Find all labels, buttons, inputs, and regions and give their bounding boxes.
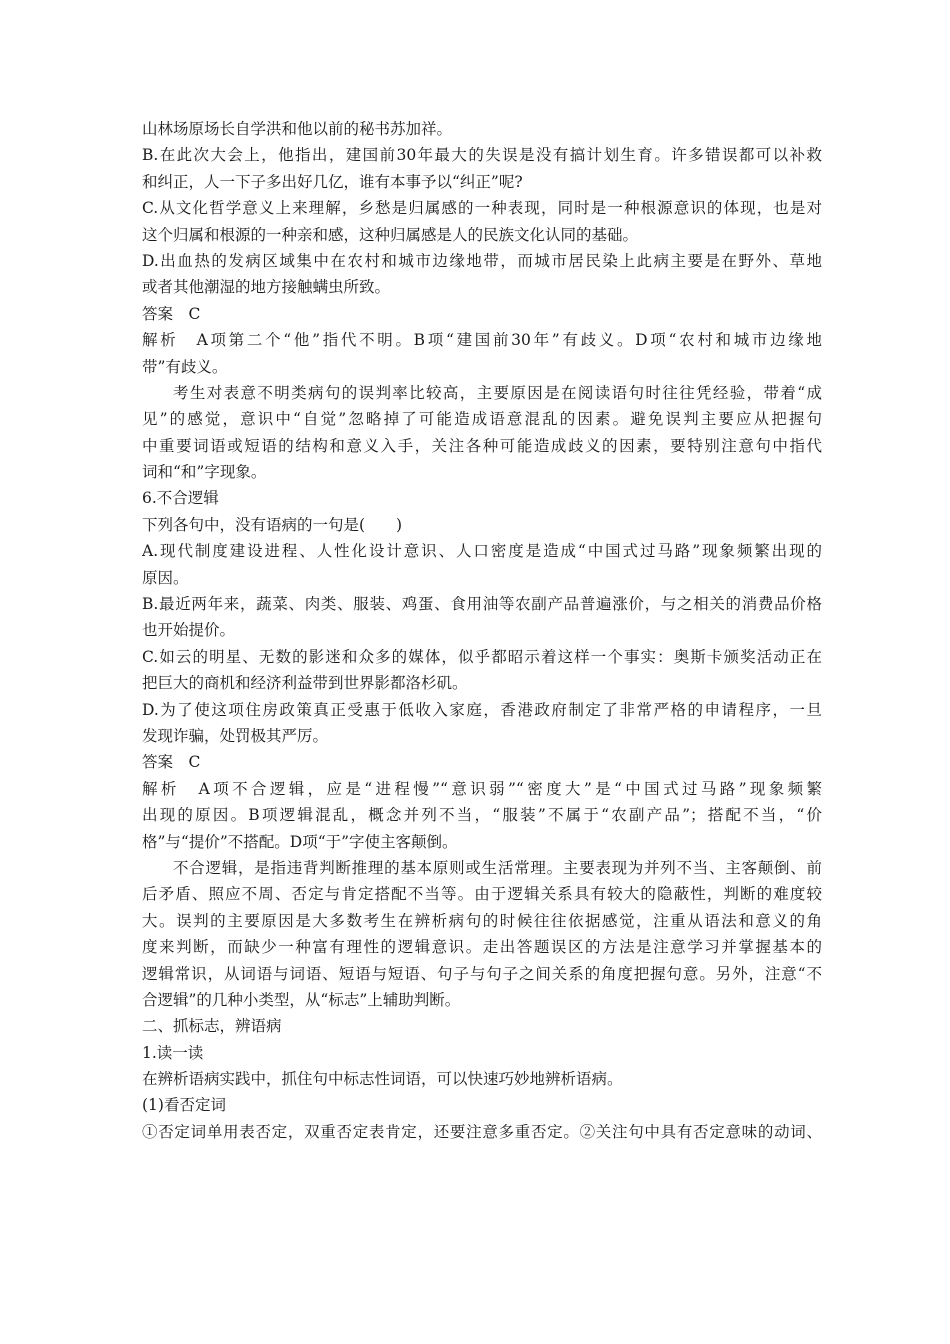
text-line: B.最近两年来，蔬菜、肉类、服装、鸡蛋、食用油等农副产品普遍涨价，与之相关的消费品价格 xyxy=(142,595,822,614)
text-line: 解析 A项不合逻辑，应是“进程慢”“意识弱”“密度大”是“中国式过马路”现象频繁 xyxy=(142,779,822,798)
text-line: 不合逻辑，是指违背判断推理的基本原则或生活常理。主要表现为并列不当、主客颠倒、前 xyxy=(173,858,822,877)
text-line: 山林场原场长自学洪和他以前的秘书苏加祥。 xyxy=(142,120,453,138)
text-line: 见”的感觉，意识中“自觉”忽略掉了可能造成语意混乱的因素。避免误判主要应从把握句 xyxy=(142,410,822,429)
text-line: 大。误判的主要原因是大多数考生在辨析病句的时候往往依据感觉，注重从语法和意义的角 xyxy=(142,911,822,930)
text-line: 出现的原因。B项逻辑混乱，概念并列不当，“服装”不属于“农副产品”；搭配不当，“价 xyxy=(142,806,822,825)
text-line: 解析 A项第二个“他”指代不明。B项“建国前30年”有歧义。D项“农村和城市边缘地 xyxy=(142,331,822,350)
text-line: D.为了使这项住房政策真正受惠于低收入家庭，香港政府制定了非常严格的申请程序，一旦 xyxy=(142,700,822,719)
text-line: 合逻辑”的几种小类型，从“标志”上辅助判断。 xyxy=(142,990,461,1009)
text-line: A.现代制度建设进程、人性化设计意识、人口密度是造成“中国式过马路”现象频繁出现的 xyxy=(142,542,822,561)
text-line: D.出血热的发病区域集中在农村和城市边缘地带，而城市居民染上此病主要是在野外、草地 xyxy=(142,251,822,270)
text-line: 中重要词语或短语的结构和意义入手，关注各种可能造成歧义的因素，要特别注意句中指代 xyxy=(142,436,822,455)
text-line: 原因。 xyxy=(142,568,189,587)
text-line: 或者其他潮湿的地方接触螨虫所致。 xyxy=(142,278,391,297)
text-line: 把巨大的商机和经济利益带到世界影都洛杉矶。 xyxy=(142,674,468,693)
text-line: C.如云的明星、无数的影迷和众多的媒体，似乎都昭示着这样一个事实：奥斯卡颁奖活动正在 xyxy=(142,647,822,666)
text-line: 度来判断，而缺少一种富有理性的逻辑意识。走出答题误区的方法是注意学习并掌握基本的 xyxy=(142,938,822,957)
document-body xyxy=(142,116,822,1145)
text-line: 发现诈骗，处罚极其严厉。 xyxy=(142,726,329,745)
text-line: 带”有歧义。 xyxy=(142,357,228,376)
text-line: 格”与“提价”不搭配。D项“于”字使主客颠倒。 xyxy=(142,832,458,851)
text-line: 和纠正，人一下子多出好几亿，谁有本事予以“纠正”呢? xyxy=(142,172,523,191)
text-line: ①否定词单用表否定，双重否定表肯定，还要注意多重否定。②关注句中具有否定意味的动词、 xyxy=(142,1122,822,1141)
text-line: C.从文化哲学意义上来理解，乡愁是归属感的一种表现，同时是一种根源意识的体现，也是对 xyxy=(142,199,822,218)
text-line: B.在此次大会上，他指出，建国前30年最大的失误是没有搞计划生育。许多错误都可以补救 xyxy=(142,146,822,165)
text-line: 也开始提价。 xyxy=(142,621,236,640)
text-line: 下列各句中，没有语病的一句是( ) xyxy=(142,515,403,534)
text-line: 答案 C xyxy=(142,304,201,323)
text-line: 逻辑常识，从词语与词语、短语与短语、句子与句子之间关系的角度把握句意。另外，注意“不 xyxy=(142,964,822,983)
text-line: 这个归属和根源的一种亲和感，这种归属感是人的民族文化认同的基础。 xyxy=(142,225,639,244)
text-line: 考生对表意不明类病句的误判率比较高，主要原因是在阅读语句时往往凭经验，带着“成 xyxy=(173,383,822,402)
text-line: 词和“和”字现象。 xyxy=(142,463,267,482)
text-line: (1)看否定词 xyxy=(142,1096,226,1115)
text-line: 在辨析语病实践中，抓住句中标志性词语，可以快速巧妙地辨析语病。 xyxy=(142,1070,623,1089)
text-line: 答案 C xyxy=(142,753,201,772)
text-line: 后矛盾、照应不周、否定与肯定搭配不当等。由于逻辑关系具有较大的隐蔽性，判断的难度较 xyxy=(142,885,822,904)
text-line: 1.读一读 xyxy=(142,1043,204,1062)
text-line: 二、抓标志，辨语病 xyxy=(142,1017,282,1036)
text-line: 6.不合逻辑 xyxy=(142,489,219,508)
